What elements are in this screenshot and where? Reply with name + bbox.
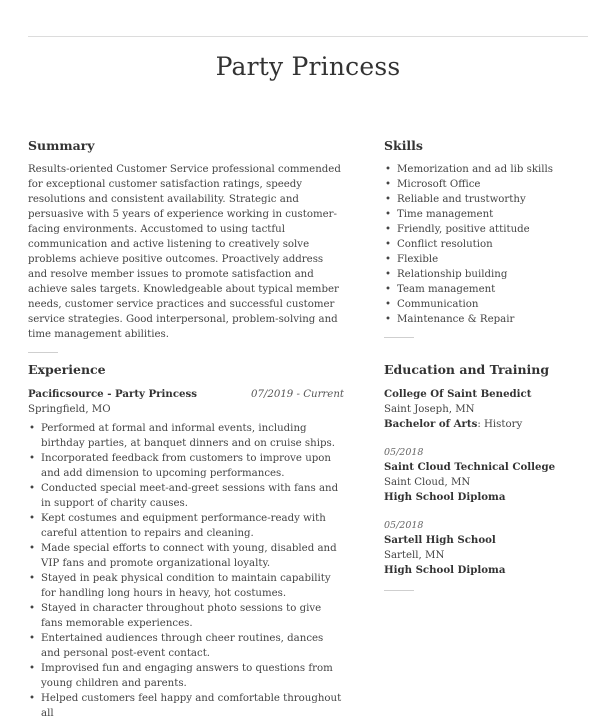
skill-item: • Communication — [384, 297, 594, 312]
education-school: Sartell High School — [384, 534, 496, 546]
summary-title: Summary — [28, 138, 95, 153]
summary-divider — [28, 352, 58, 353]
skill-item: • Time management — [384, 207, 594, 222]
job-bullet: • Improvised fun and engaging answers to questions from young children and parents. — [28, 661, 344, 691]
degree-label: High School Diploma — [384, 491, 506, 503]
experience-section — [28, 362, 344, 721]
job-bullet: • Conducted special meet-and-greet sessions with fans and in support of charity causes. — [28, 481, 344, 511]
skill-item: • Friendly, positive attitude — [384, 222, 594, 237]
job-bullet: • Stayed in peak physical condition to maintain capability for handling long hours in heavy, hot costumes. — [28, 571, 344, 601]
skills-divider — [384, 337, 414, 338]
education-school: College Of Saint Benedict — [384, 388, 532, 400]
top-rule — [28, 36, 588, 37]
education-degree — [384, 417, 594, 432]
education-section — [384, 362, 594, 591]
degree-label: High School Diploma — [384, 564, 506, 576]
education-date: 05/2018 — [384, 447, 424, 458]
education-degree — [384, 563, 594, 578]
job-bullet: • Kept costumes and equipment performance-ready with careful attention to repairs and cleaning. — [28, 511, 344, 541]
skill-item: • Team management — [384, 282, 594, 297]
job-bullet: • Helped customers feel happy and comfortable throughout all — [28, 691, 344, 721]
job-bullet: • Made special efforts to connect with young, disabled and VIP fans and promote organizational loyalty. — [28, 541, 344, 571]
education-school: Saint Cloud Technical College — [384, 461, 556, 473]
summary-section — [28, 138, 344, 353]
skill-item: • Microsoft Office — [384, 177, 594, 192]
education-degree — [384, 490, 594, 505]
education-entry — [384, 519, 594, 578]
skill-item: • Conflict resolution — [384, 237, 594, 252]
experience-title: Experience — [28, 362, 106, 377]
candidate-name: Party Princess — [215, 52, 401, 81]
education-divider — [384, 590, 414, 591]
skills-section — [384, 138, 594, 338]
skill-item: • Relationship building — [384, 267, 594, 282]
skill-item: • Maintenance & Repair — [384, 312, 594, 327]
skills-title: Skills — [384, 138, 423, 153]
job-header — [28, 387, 344, 402]
skills-list — [384, 162, 594, 327]
degree-label: Bachelor of Arts — [384, 418, 478, 430]
job-bullets — [28, 421, 344, 721]
education-location: Saint Cloud, MN — [384, 477, 471, 488]
skill-item: • Reliable and trustworthy — [384, 192, 594, 207]
job-location: Springfield, MO — [28, 404, 111, 415]
education-entry — [384, 387, 594, 432]
skill-item: • Flexible — [384, 252, 594, 267]
education-date: 05/2018 — [384, 520, 424, 531]
skill-item: • Memorization and ad lib skills — [384, 162, 594, 177]
education-entry — [384, 446, 594, 505]
job-title: Pacificsource - Party Princess — [28, 388, 197, 400]
job-bullet: • Performed at formal and informal events, including birthday parties, at banquet dinners and on cruise ships. — [28, 421, 344, 451]
job-bullet: • Stayed in character throughout photo sessions to give fans memorable experiences. — [28, 601, 344, 631]
job-bullet: • Entertained audiences through cheer routines, dances and personal post-event contact. — [28, 631, 344, 661]
summary-text: Results-oriented Customer Service professional commended for exceptional customer satisfaction ratings, speedy resolutions and consistent availability. Strategic and persuasive with 5 years of experience working in customer-facing environments. Accustomed to using tactful communication and active listening to creatively solve problems achieve positive outcomes. Proactively address and resolve member issues to promote satisfaction and achieve sales targets. Knowledgeable about typical member needs, customer service practices and successful customer service strategies. Good interpersonal, problem-solving and time management abilities. — [28, 164, 341, 340]
job-bullet: • Incorporated feedback from customers to improve upon and add dimension to upcoming performances. — [28, 451, 344, 481]
education-location: Saint Joseph, MN — [384, 404, 475, 415]
education-location: Sartell, MN — [384, 550, 445, 561]
job-date: 07/2019 - Current — [250, 389, 344, 400]
degree-field: : History — [477, 419, 523, 430]
education-title: Education and Training — [384, 362, 550, 377]
